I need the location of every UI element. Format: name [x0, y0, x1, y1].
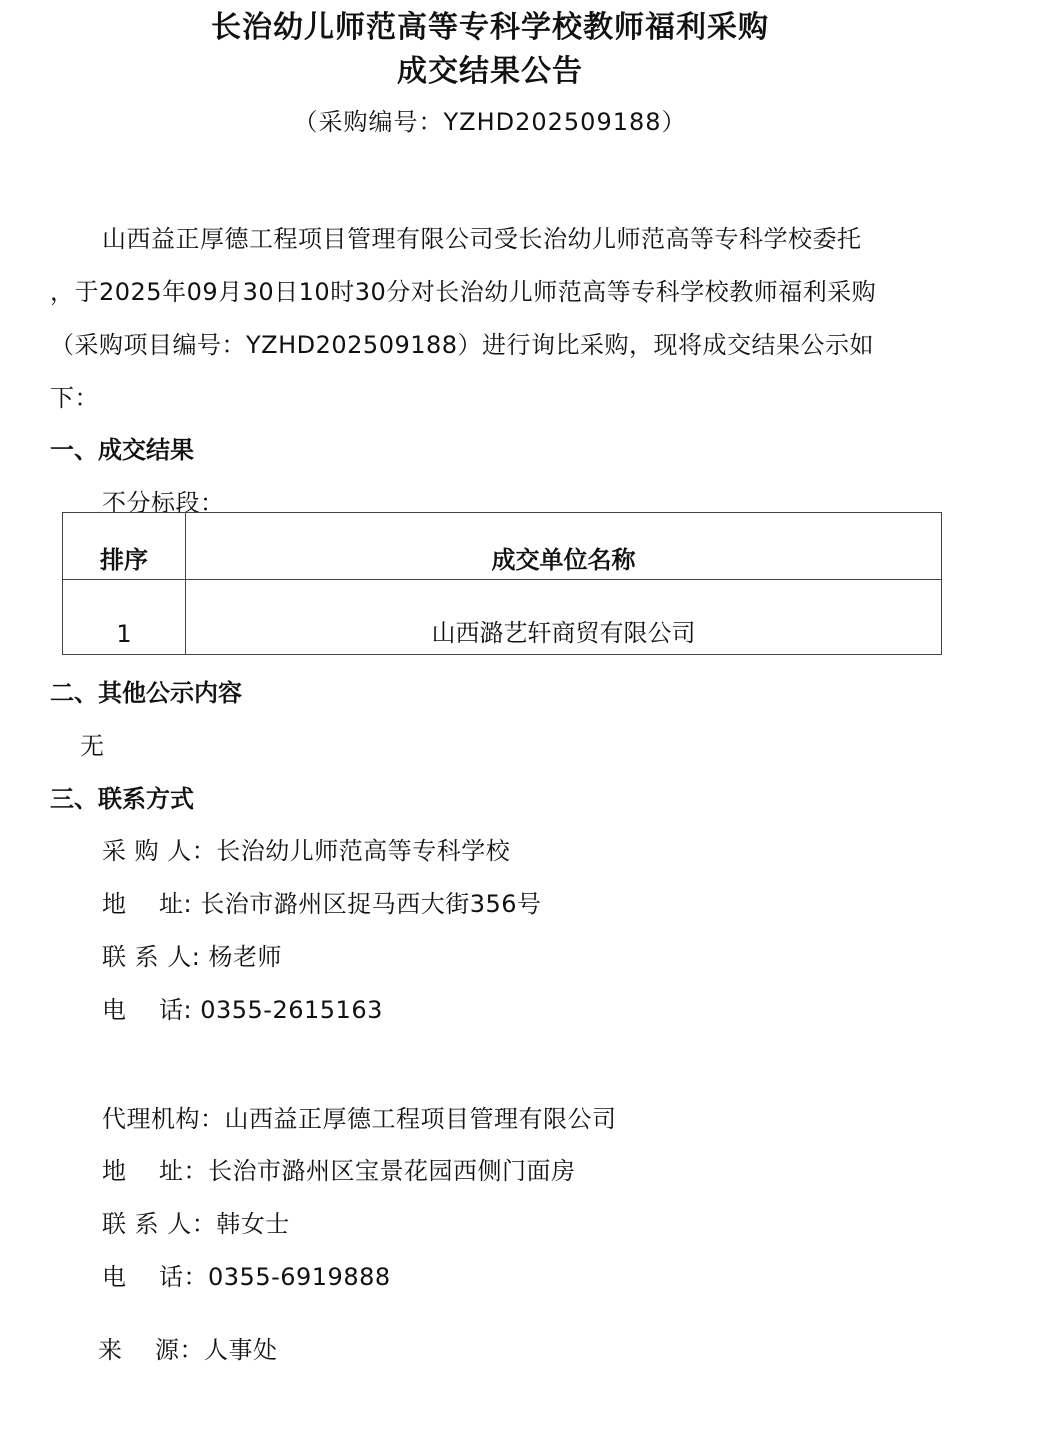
document-title-line2: 成交结果公告 — [397, 54, 583, 89]
intro-line: 山西益正厚德工程项目管理有限公司受长治幼儿师范高等专科学校委托 — [102, 225, 862, 253]
agency-phone: 电 话：0355-6919888 — [102, 1263, 391, 1291]
intro-line: ，于2025年09月30日10时30分对长治幼儿师范高等专科学校教师福利采购 — [50, 278, 877, 306]
table-cell-company: 山西潞艺轩商贸有限公司 — [186, 580, 942, 655]
table-header-rank: 排序 — [63, 513, 186, 580]
table-cell-rank: 1 — [63, 580, 186, 655]
table-row — [63, 580, 942, 655]
agency-name: 代理机构：山西益正厚德工程项目管理有限公司 — [102, 1105, 617, 1133]
source-line: 来 源：人事处 — [98, 1336, 278, 1364]
purchaser-name: 采 购 人：长治幼儿师范高等专科学校 — [102, 837, 511, 865]
intro-line: （采购项目编号：YZHD202509188）进行询比采购，现将成交结果公示如 — [50, 331, 875, 359]
table-header-company: 成交单位名称 — [186, 513, 942, 580]
document-title-line1: 长治幼儿师范高等专科学校教师福利采购 — [211, 10, 769, 45]
section2-content: 无 — [80, 732, 105, 760]
section2-heading: 二、其他公示内容 — [50, 679, 242, 707]
purchaser-phone: 电 话: 0355-2615163 — [102, 996, 383, 1024]
purchaser-contact: 联 系 人: 杨老师 — [102, 943, 282, 971]
section3-heading: 三、联系方式 — [50, 785, 194, 813]
section1-heading: 一、成交结果 — [50, 436, 194, 464]
section1-note: 不分标段： — [102, 489, 225, 517]
agency-contact: 联 系 人：韩女士 — [102, 1210, 290, 1238]
agency-address: 地 址：长治市潞州区宝景花园西侧门面房 — [102, 1157, 576, 1185]
result-table — [62, 512, 942, 655]
purchaser-address: 地 址: 长治市潞州区捉马西大街356号 — [102, 890, 542, 918]
intro-line: 下： — [50, 384, 99, 412]
table-header-row — [63, 513, 942, 580]
procurement-number: （采购编号：YZHD202509188） — [293, 108, 687, 136]
